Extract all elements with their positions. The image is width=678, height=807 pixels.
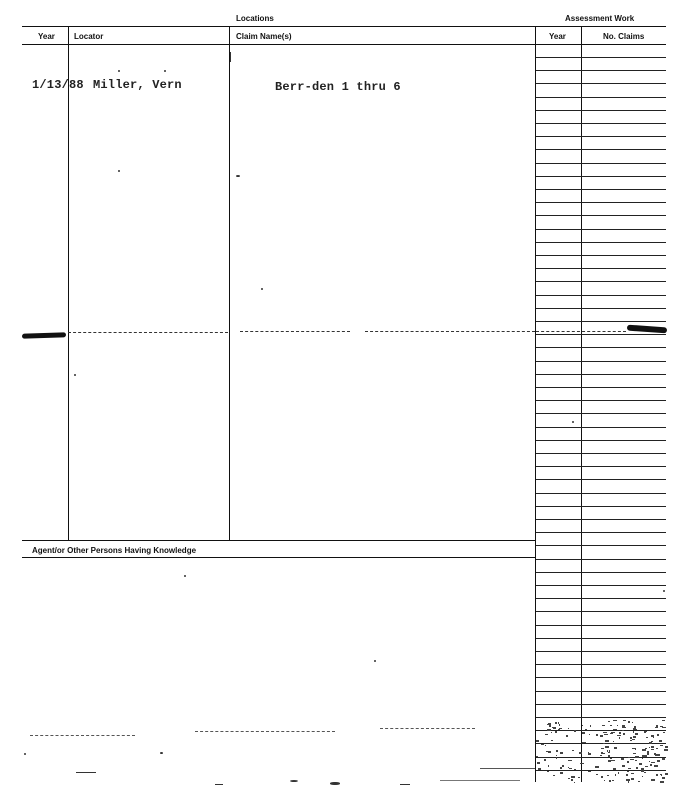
- scan-noise-dot: [635, 733, 638, 735]
- scan-speck: [290, 780, 298, 782]
- scan-noise-dot: [641, 770, 644, 772]
- scan-noise-dot: [579, 752, 582, 754]
- scan-noise-dot: [627, 761, 629, 763]
- assessment-ruled-line: [536, 334, 666, 335]
- scan-noise-dot: [613, 768, 616, 770]
- scan-noise-dot: [578, 777, 580, 778]
- assessment-ruled-line: [536, 149, 666, 150]
- scan-speck: [374, 660, 376, 662]
- scan-noise-dot: [545, 745, 546, 746]
- scan-noise-dot: [611, 732, 615, 733]
- scan-noise-dot: [574, 769, 576, 770]
- scan-noise-dot: [613, 741, 614, 742]
- scan-noise-dot: [568, 767, 569, 768]
- assessment-ruled-line: [536, 229, 666, 230]
- scan-noise-dot: [600, 735, 603, 737]
- assessment-ruled-line: [536, 308, 666, 309]
- scan-noise-dot: [582, 725, 583, 726]
- scan-noise-dot: [538, 768, 541, 770]
- scan-noise-dot: [607, 775, 609, 776]
- divider-claims-assessment: [535, 27, 536, 782]
- scan-noise-dot: [660, 781, 664, 783]
- scan-speck: [74, 374, 76, 376]
- scan-noise-dot: [580, 763, 584, 764]
- scan-noise-dot: [610, 733, 613, 734]
- assessment-ruled-line: [536, 572, 666, 573]
- scan-noise-dot: [605, 740, 609, 742]
- scan-noise-dot: [613, 720, 617, 721]
- scan-noise-dot: [596, 774, 598, 775]
- scan-speck: [230, 52, 231, 62]
- assessment-ruled-line: [536, 598, 666, 599]
- scan-noise-dot: [630, 759, 634, 760]
- scan-noise-dot: [639, 764, 642, 765]
- scan-noise-dot: [635, 760, 637, 761]
- scan-noise-dot: [647, 753, 649, 755]
- assessment-ruled-line: [536, 413, 666, 414]
- assessment-ruled-line: [536, 97, 666, 98]
- scan-noise-dot: [644, 731, 647, 732]
- scan-noise-dot: [556, 757, 557, 759]
- scan-noise-dot: [623, 733, 625, 735]
- scan-speck: [400, 784, 410, 785]
- fold-dash-line-left: [68, 332, 228, 333]
- assessment-ruled-line: [536, 519, 666, 520]
- scan-noise-dot: [656, 774, 658, 776]
- assessment-ruled-line: [536, 176, 666, 177]
- assessment-ruled-line: [536, 532, 666, 533]
- scan-noise-dot: [664, 749, 668, 751]
- scan-noise-dot: [630, 740, 632, 741]
- scan-noise-dot: [601, 748, 604, 749]
- scan-noise-dot: [559, 724, 560, 726]
- scan-noise-dot: [635, 756, 639, 758]
- assessment-ruled-line: [536, 559, 666, 560]
- scan-noise-dot: [574, 730, 576, 732]
- scan-speck: [118, 170, 120, 172]
- scan-noise-dot: [609, 780, 611, 782]
- assessment-ruled-line: [536, 427, 666, 428]
- scan-noise-dot: [549, 725, 551, 727]
- agent-section-label: Agent/or Other Persons Having Knowledge: [32, 546, 197, 555]
- scan-noise-dot: [621, 758, 624, 760]
- assessment-ruled-line: [536, 691, 666, 692]
- scan-noise-dot: [555, 731, 557, 733]
- scan-noise-dot: [553, 775, 555, 776]
- scan-noise-dot: [649, 761, 650, 762]
- scan-noise-dot: [642, 749, 646, 751]
- scan-noise-dot: [537, 762, 540, 764]
- scan-noise-dot: [558, 729, 560, 730]
- scan-speck: [215, 784, 223, 785]
- scan-noise-dot: [660, 726, 663, 727]
- scan-noise-dot: [650, 764, 652, 766]
- assessment-ruled-line: [536, 70, 666, 71]
- scan-noise-dot: [651, 735, 654, 737]
- assessment-ruled-line: [536, 57, 666, 58]
- scan-noise-dot: [574, 782, 575, 783]
- scan-noise-dot: [651, 762, 655, 763]
- scan-noise-dot: [544, 759, 546, 761]
- bottom-faint-dash: [195, 731, 335, 732]
- scan-noise-dot: [649, 742, 652, 744]
- scan-noise-dot: [663, 732, 665, 733]
- scan-noise-dot: [644, 772, 646, 773]
- agent-label-rule: [22, 557, 536, 558]
- scan-noise-dot: [642, 776, 643, 777]
- scan-noise-dot: [661, 774, 662, 776]
- scan-noise-dot: [656, 754, 660, 756]
- scan-noise-dot: [556, 755, 557, 756]
- scan-noise-dot: [622, 765, 625, 767]
- scan-noise-dot: [605, 746, 609, 748]
- scan-noise-dot: [588, 753, 591, 755]
- scan-noise-dot: [659, 740, 662, 742]
- assessment-ruled-line: [536, 677, 666, 678]
- section-locations-heading: Locations: [236, 14, 274, 23]
- scan-noise-dot: [569, 768, 572, 769]
- entry-claim-name: Berr-den 1 thru 6: [275, 80, 401, 94]
- col-year-header: Year: [38, 32, 55, 41]
- assessment-ruled-line: [536, 136, 666, 137]
- scan-noise-dot: [641, 768, 644, 770]
- scan-noise-dot: [547, 771, 549, 772]
- scan-noise-dot: [547, 729, 551, 731]
- assessment-ruled-line: [536, 638, 666, 639]
- scan-noise-dot: [541, 744, 544, 745]
- scan-noise-dot: [665, 773, 668, 775]
- scan-noise-dot: [633, 731, 634, 733]
- divider-year-locator: [68, 27, 69, 540]
- fold-dash-line-right: [365, 331, 535, 332]
- col-assess-year-header: Year: [549, 32, 566, 41]
- scan-noise-dot: [626, 774, 628, 776]
- assessment-ruled-line: [536, 704, 666, 705]
- scan-noise-dot: [633, 736, 636, 738]
- entry-year: 1/13/88: [32, 78, 84, 92]
- scan-noise-dot: [628, 757, 630, 758]
- fold-dash-line-mid: [240, 331, 350, 332]
- scan-noise-dot: [571, 776, 575, 778]
- scan-noise-dot: [628, 721, 630, 723]
- scan-speck: [236, 175, 240, 177]
- scan-noise-dot: [603, 743, 605, 744]
- scan-speck: [480, 768, 535, 769]
- scan-noise-dot: [562, 765, 564, 767]
- assessment-ruled-line: [536, 466, 666, 467]
- scan-noise-dot: [553, 727, 556, 729]
- scan-noise-dot: [545, 734, 548, 735]
- scan-noise-dot: [560, 752, 563, 754]
- scan-noise-dot: [654, 765, 658, 767]
- assessment-ruled-line: [536, 83, 666, 84]
- scan-noise-dot: [617, 725, 618, 726]
- scan-noise-dot: [634, 729, 637, 730]
- assessment-ruled-line: [536, 651, 666, 652]
- scan-noise-dot: [631, 778, 634, 780]
- scan-noise-dot: [657, 734, 659, 736]
- assessment-ruled-line: [536, 743, 666, 744]
- scan-noise-dot: [588, 771, 591, 772]
- scan-noise-dot: [596, 734, 598, 736]
- scan-noise-dot: [559, 728, 562, 729]
- assessment-ruled-line: [536, 493, 666, 494]
- assessment-ruled-line: [536, 255, 666, 256]
- scan-noise-dot: [632, 722, 633, 723]
- assessment-ruled-line: [536, 268, 666, 269]
- scan-noise-dot: [657, 761, 659, 762]
- scan-noise-dot: [536, 740, 539, 742]
- divider-assess-year-claims: [581, 27, 582, 782]
- scan-noise-dot: [628, 768, 631, 769]
- assessment-ruled-line: [536, 347, 666, 348]
- scan-speck: [572, 421, 574, 423]
- assessment-ruled-line: [536, 281, 666, 282]
- assessment-ruled-line: [536, 163, 666, 164]
- scan-noise-dot: [604, 780, 605, 781]
- scan-noise-dot: [604, 734, 608, 735]
- scan-noise-dot: [662, 777, 665, 779]
- scan-speck: [76, 772, 96, 773]
- scan-noise-dot: [651, 746, 654, 748]
- scan-speck: [440, 780, 520, 781]
- scan-noise-dot: [611, 760, 615, 761]
- scan-speck: [663, 590, 665, 592]
- scan-noise-dot: [610, 725, 612, 726]
- section-assessment-heading: Assessment Work: [565, 14, 635, 23]
- assessment-ruled-line: [536, 400, 666, 401]
- assessment-ruled-line: [536, 387, 666, 388]
- scan-noise-dot: [568, 728, 569, 729]
- scan-noise-dot: [555, 722, 557, 724]
- assessment-ruled-line: [536, 321, 666, 322]
- scan-noise-dot: [603, 732, 607, 733]
- col-no-claims-header: No. Claims: [603, 32, 645, 41]
- scan-noise-dot: [582, 742, 586, 743]
- scan-noise-dot: [619, 732, 621, 734]
- scan-noise-dot: [608, 755, 610, 757]
- scan-speck: [184, 575, 186, 577]
- assessment-ruled-line: [536, 585, 666, 586]
- scan-noise-dot: [548, 751, 551, 753]
- right-index-tab-mark: [627, 325, 667, 334]
- scan-noise-dot: [615, 729, 617, 730]
- assessment-ruled-line: [536, 374, 666, 375]
- scan-noise-dot: [551, 732, 552, 733]
- scan-noise-dot: [639, 763, 642, 764]
- scan-noise-dot: [642, 758, 643, 759]
- scan-noise-dot: [610, 758, 612, 759]
- assessment-ruled-line: [536, 545, 666, 546]
- scan-noise-dot: [572, 750, 574, 751]
- scan-noise-dot: [651, 779, 655, 781]
- scan-noise-dot: [608, 752, 610, 753]
- scan-noise-dot: [602, 725, 605, 726]
- scan-noise-dot: [617, 735, 621, 736]
- scan-noise-dot: [622, 730, 624, 731]
- col-claim-names-header: Claim Name(s): [236, 32, 292, 41]
- scan-noise-dot: [607, 750, 608, 752]
- assessment-ruled-line: [536, 664, 666, 665]
- assessment-ruled-line: [536, 479, 666, 480]
- scan-noise-dot: [600, 755, 602, 756]
- scan-noise-dot: [560, 767, 562, 769]
- scan-noise-dot: [656, 748, 658, 749]
- scan-noise-dot: [645, 766, 648, 767]
- scan-noise-dot: [628, 781, 629, 783]
- assessment-ruled-line: [536, 611, 666, 612]
- scan-noise-dot: [633, 753, 636, 754]
- scan-noise-dot: [660, 745, 663, 746]
- assessment-ruled-line: [536, 123, 666, 124]
- scan-noise-dot: [601, 776, 603, 778]
- assessment-ruled-line: [536, 202, 666, 203]
- bottom-faint-dash: [30, 735, 135, 736]
- scan-noise-dot: [655, 727, 658, 728]
- fold-dash-line-assessment: [536, 331, 626, 332]
- scan-noise-dot: [548, 765, 549, 767]
- scan-speck: [330, 782, 340, 785]
- scan-speck: [24, 753, 26, 755]
- scan-noise-dot: [634, 726, 636, 728]
- header-bottom-rule: [22, 44, 666, 45]
- header-top-rule: [22, 26, 666, 27]
- scan-noise-dot: [568, 760, 572, 761]
- assessment-ruled-line: [536, 453, 666, 454]
- entry-locator: Miller, Vern: [93, 78, 182, 92]
- scan-noise-dot: [536, 756, 538, 757]
- scan-noise-dot: [615, 774, 616, 776]
- scan-noise-dot: [649, 747, 650, 748]
- scan-speck: [160, 752, 163, 754]
- scan-noise-dot: [619, 737, 620, 739]
- assessment-ruled-line: [536, 110, 666, 111]
- scan-noise-dot: [595, 766, 599, 768]
- scan-noise-dot: [630, 737, 632, 739]
- col-locator-header: Locator: [74, 32, 104, 41]
- scan-noise-dot: [662, 727, 666, 728]
- scan-noise-dot: [560, 772, 563, 774]
- scan-noise-dot: [601, 752, 603, 754]
- scan-noise-dot: [582, 732, 585, 734]
- scan-noise-dot: [636, 767, 638, 769]
- assessment-ruled-line: [536, 189, 666, 190]
- scan-speck: [118, 70, 120, 72]
- scan-noise-dot: [623, 720, 626, 721]
- scan-noise-dot: [571, 779, 573, 781]
- assessment-ruled-line: [536, 295, 666, 296]
- assessment-ruled-line: [536, 506, 666, 507]
- scan-noise-dot: [612, 780, 614, 781]
- scan-speck: [164, 70, 166, 72]
- scan-noise-dot: [589, 734, 590, 735]
- scan-noise-dot: [631, 773, 634, 774]
- assessment-ruled-line: [536, 242, 666, 243]
- scan-noise-dot: [608, 721, 610, 722]
- scan-noise-dot: [566, 735, 568, 737]
- scan-noise-dot: [568, 778, 570, 779]
- scan-noise-dot: [646, 737, 648, 738]
- scan-noise-dot: [632, 739, 635, 740]
- scan-noise-dot: [638, 781, 640, 782]
- scan-noise-dot: [635, 749, 636, 750]
- assessment-ruled-line: [536, 625, 666, 626]
- assessment-ruled-line: [536, 361, 666, 362]
- scan-noise-dot: [660, 774, 661, 775]
- scan-noise-dot: [585, 729, 587, 730]
- bottom-faint-dash: [380, 728, 475, 729]
- scan-noise-dot: [618, 772, 619, 774]
- scan-noise-dot: [662, 720, 665, 721]
- scan-noise-dot: [627, 771, 629, 772]
- scan-noise-dot: [614, 747, 617, 749]
- upper-grid-bottom-rule: [22, 540, 536, 541]
- scan-noise-dot: [643, 755, 647, 757]
- assessment-ruled-line: [536, 770, 666, 771]
- divider-locator-claims: [229, 27, 230, 540]
- assessment-ruled-line: [536, 717, 666, 718]
- scan-noise-dot: [590, 725, 591, 727]
- assessment-ruled-line: [536, 440, 666, 441]
- assessment-ruled-line: [536, 215, 666, 216]
- left-index-tab-mark: [22, 332, 66, 339]
- scan-noise-dot: [651, 749, 654, 750]
- scan-noise-dot: [556, 750, 558, 752]
- scan-speck: [261, 288, 263, 290]
- scan-noise-dot: [622, 727, 626, 728]
- scan-noise-dot: [551, 740, 553, 741]
- scan-noise-dot: [656, 725, 658, 727]
- scan-noise-dot: [665, 746, 668, 748]
- scan-noise-dot: [662, 758, 665, 760]
